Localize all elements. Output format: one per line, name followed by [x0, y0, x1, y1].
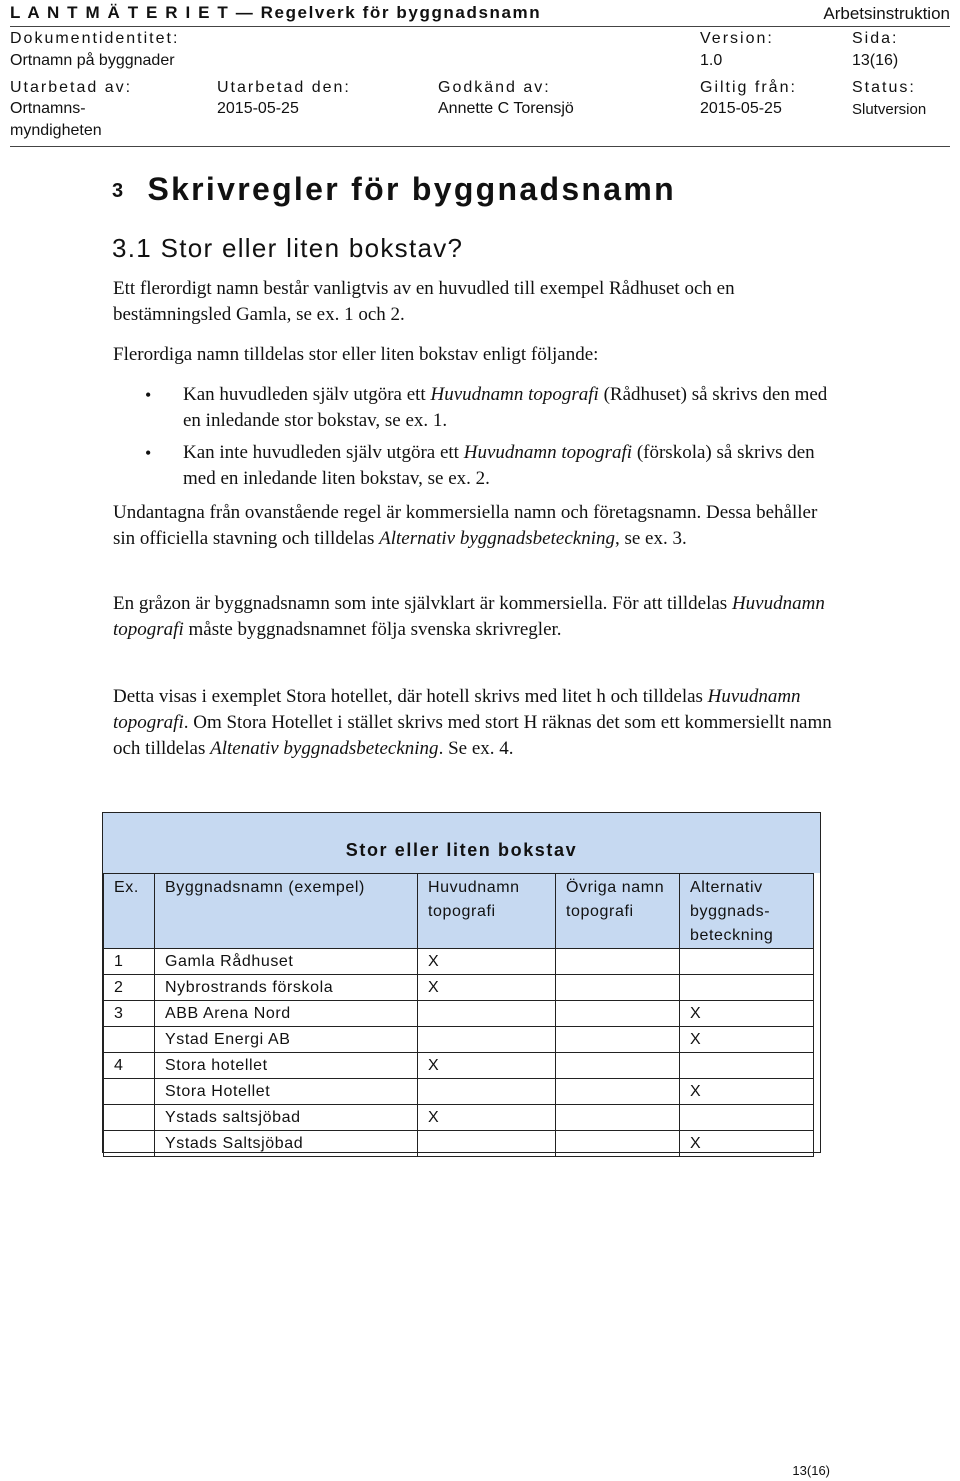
cell-alt [680, 1053, 814, 1079]
doc-id-value: Ortnamn på byggnader [10, 52, 175, 69]
author-label: Utarbetad av: [10, 79, 133, 96]
table-header-row [104, 874, 814, 949]
rule-list [113, 382, 833, 498]
cell-ex: 4 [104, 1053, 155, 1079]
cell-other [556, 949, 680, 975]
cell-other [556, 975, 680, 1001]
cell-alt [680, 975, 814, 1001]
status-label: Status: [852, 79, 916, 96]
cell-ex [104, 1079, 155, 1105]
section-heading [112, 171, 676, 208]
cell-alt: X [680, 1131, 814, 1157]
cell-name: Nybrostrands förskola [155, 975, 418, 1001]
cell-ex: 2 [104, 975, 155, 1001]
cell-other [556, 1079, 680, 1105]
cell-alt: X [680, 1027, 814, 1053]
version-value: 1.0 [700, 52, 723, 69]
table-row [104, 1027, 814, 1053]
cell-name: ABB Arena Nord [155, 1001, 418, 1027]
cell-name: Ystads Saltsjöbad [155, 1131, 418, 1157]
cell-alt [680, 949, 814, 975]
cell-other [556, 1001, 680, 1027]
cell-alt: X [680, 1001, 814, 1027]
cell-main: X [418, 1105, 556, 1131]
paragraph-4: En gråzon är byggnadsnamn som inte självklart är kommersiella. För att tilldelas Huvudnamn topografi måste byggnadsnamnet följa svenska skrivregler. [113, 593, 825, 640]
page-label: Sida: [852, 30, 899, 47]
page-value: 13(16) [852, 52, 899, 69]
section-title: Skrivregler för byggnadsnamn [147, 171, 676, 207]
cell-main: X [418, 949, 556, 975]
subsection-heading: 3.1 Stor eller liten bokstav? [112, 233, 464, 263]
cell-main [418, 1079, 556, 1105]
cell-main [418, 1027, 556, 1053]
doc-id-label: Dokumentidentitet: [10, 30, 180, 47]
table-row [104, 1079, 814, 1105]
table-row [104, 1131, 814, 1157]
valid-label: Giltig från: [700, 79, 797, 96]
cell-name: Gamla Rådhuset [155, 949, 418, 975]
date-value: 2015-05-25 [217, 100, 299, 117]
valid-value: 2015-05-25 [700, 100, 782, 117]
cell-main: X [418, 975, 556, 1001]
table-row [104, 975, 814, 1001]
cell-ex [104, 1105, 155, 1131]
list-item: • Kan inte huvudleden själv utgöra ett Huvudnamn topografi (förskola) så skrivs den med en inledande liten bokstav, se ex. 2. [113, 440, 833, 492]
paragraph-5: Detta visas i exemplet Stora hotellet, där hotell skrivs med litet h och tilldelas Huvudnamn topografi. Om Stora Hotellet i stället skrivs med stort H räknas det som ett kommersiellt namn och tilldelas Altenativ byggnadsbeteckning. Se ex. 4. [113, 686, 832, 759]
header-title: L A N T M Ä T E R I E T — Regelverk för byggnadsnamn [10, 3, 542, 22]
cell-name: Stora hotellet [155, 1053, 418, 1079]
cell-name: Ystad Energi AB [155, 1027, 418, 1053]
cell-other [556, 1027, 680, 1053]
cell-alt: X [680, 1079, 814, 1105]
cell-other [556, 1053, 680, 1079]
table-grid [103, 873, 814, 1157]
date-label: Utarbetad den: [217, 79, 351, 96]
paragraph-2: Flerordiga namn tilldelas stor eller liten bokstav enligt följande: [113, 344, 599, 365]
section-number: 3 [112, 180, 126, 202]
cell-ex: 3 [104, 1001, 155, 1027]
cell-name: Ystads saltsjöbad [155, 1105, 418, 1131]
cell-other [556, 1105, 680, 1131]
paragraph-1: Ett flerordigt namn består vanligtvis av en huvudled till exempel Rådhuset och en bestämningsled Gamla, se ex. 1 och 2. [113, 278, 735, 325]
col-header-main: Huvudnamn topografi [418, 874, 556, 949]
table-row [104, 1053, 814, 1079]
cell-name: Stora Hotellet [155, 1079, 418, 1105]
version-label: Version: [700, 30, 774, 47]
col-header-name: Byggnadsnamn (exempel) [155, 874, 418, 949]
approved-label: Godkänd av: [438, 79, 551, 96]
table-row [104, 1105, 814, 1131]
author-value-cont: myndigheten [10, 122, 102, 139]
table-title: Stor eller liten bokstav [345, 840, 578, 860]
cell-other [556, 1131, 680, 1157]
col-header-ex: Ex. [104, 874, 155, 949]
paragraph-3: Undantagna från ovanstående regel är kommersiella namn och företagsnamn. Dessa behåller sin officiella stavning och tilldelas Alternativ byggnadsbeteckning, se ex. 3. [113, 502, 818, 549]
document-type: Arbetsinstruktion [823, 4, 950, 23]
header-divider [10, 146, 950, 147]
cell-alt [680, 1105, 814, 1131]
example-table [102, 812, 821, 1153]
author-value: Ortnamns- [10, 100, 86, 117]
status-value: Slutversion [852, 101, 927, 118]
cell-main [418, 1131, 556, 1157]
document-header [10, 2, 950, 27]
table-row [104, 949, 814, 975]
cell-ex [104, 1027, 155, 1053]
table-body [104, 949, 814, 1157]
col-header-alt: Alternativ byggnadsbeteckning [680, 874, 814, 949]
list-item: • Kan huvudleden själv utgöra ett Huvudnamn topografi (Rådhuset) så skrivs den med en inledande stor bokstav, se ex. 1. [113, 382, 833, 434]
cell-ex [104, 1131, 155, 1157]
cell-ex: 1 [104, 949, 155, 975]
table-title-bar [103, 813, 820, 873]
col-header-other: Övriga namn topografi [556, 874, 680, 949]
table-row [104, 1001, 814, 1027]
cell-main [418, 1001, 556, 1027]
page-number-footer: 13(16) [792, 1463, 830, 1478]
cell-main: X [418, 1053, 556, 1079]
approved-value: Annette C Torensjö [438, 100, 574, 117]
